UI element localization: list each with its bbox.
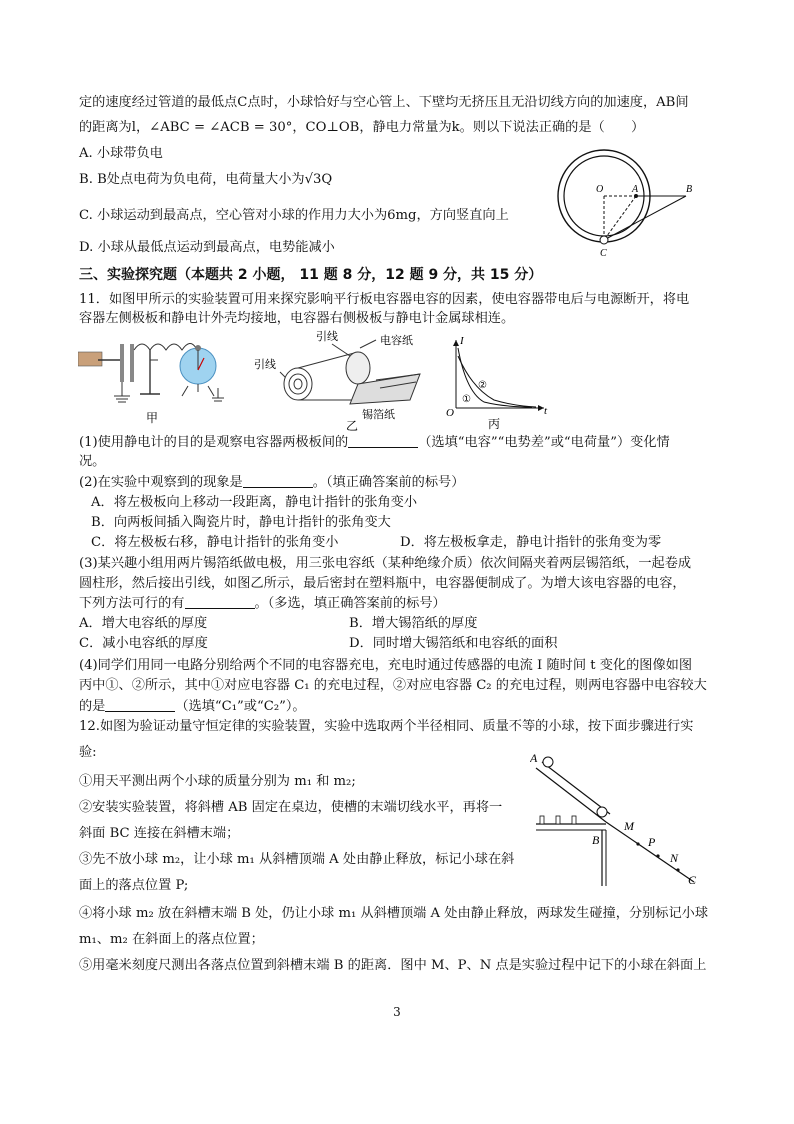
q12-intro-1: 12.如图为验证动量守恒定律的实验装置，实验中选取两个半径相同、质量不等的小球，按下面步骤进行实 — [79, 719, 694, 734]
q12-intro-2: 验: — [79, 745, 97, 760]
q11-part4-line2: 丙中①、②所示，其中①对应电容器 C₁ 的充电过程，②对应电容器 C₂ 的充电过程，则两电容器中电容较大 — [79, 678, 707, 693]
q10-circle-figure — [556, 148, 706, 260]
label-yinxian-left: 引线 — [254, 359, 276, 371]
label-n: N — [670, 851, 679, 865]
q11-part3-blank[interactable] — [185, 594, 255, 609]
q11-part4-line1: (4)同学们用同一电路分别给两个不同的电容器充电，充电时通过传感器的电流 I 随时间 t 变化的图像如图 — [79, 658, 693, 673]
q11-part2: (2)在实验中观察到的现象是 。（填正确答案前的标号） — [79, 475, 465, 490]
label-o: O — [596, 184, 604, 195]
label-a: A — [530, 752, 538, 765]
q11-part3-option-c: C．减小电容纸的厚度 — [79, 636, 208, 651]
q11-part1-cont: 况。 — [79, 454, 106, 469]
label-i: I — [460, 335, 464, 347]
label-yinxian-top: 引线 — [316, 331, 338, 343]
q11-part2-blank[interactable] — [243, 473, 313, 488]
label-o-graph: O — [446, 407, 454, 419]
q11-figure-yi — [250, 328, 440, 432]
q11-part2-option-c: C．将左极板右移，静电计指针的张角变小 — [91, 535, 339, 550]
q12-step3a: ③先不放小球 m₂，让小球 m₁ 从斜槽顶端 A 处由静止释放，标记小球在斜 — [79, 852, 515, 867]
q11-part3-line2: 圆柱形，然后接出引线，如图乙所示，最后密封在塑料瓶中，电容器便制成了。为增大该电容器的电容， — [79, 576, 686, 591]
label-p: P — [648, 835, 656, 849]
q11-figure-jia — [78, 330, 238, 430]
q11-figure-bing — [444, 334, 554, 432]
label-jia: 甲 — [146, 411, 159, 425]
q11-part2-option-d: D．将左极板拿走，静电计指针的张角变为零 — [400, 535, 662, 550]
q11-part2-option-a: A．将左极板向上移动一段距离，静电计指针的张角变小 — [91, 495, 418, 510]
q12-step1: ①用天平测出两个小球的质量分别为 m₁ 和 m₂; — [79, 774, 356, 789]
q11-part4-blank[interactable] — [105, 697, 175, 712]
q11-part3-option-d: D．同时增大锡箔纸和电容纸的面积 — [349, 636, 558, 651]
q12-step4a: ④将小球 m₂ 放在斜槽末端 B 处，仍让小球 m₁ 从斜槽顶端 A 处由静止释放，两球发生碰撞，分别标记小球 — [79, 906, 709, 921]
q12-step2a: ②安装实验装置，将斜槽 AB 固定在桌边，使槽的末端切线水平，再将一 — [79, 800, 503, 815]
label-a: A — [632, 184, 639, 195]
label-curve-2: ② — [478, 380, 487, 391]
q12-step3b: 面上的落点位置 P; — [79, 878, 189, 893]
label-yi: 乙 — [346, 419, 359, 432]
q11-part2-option-b: B．向两板间插入陶瓷片时，静电计指针的张角变大 — [91, 515, 391, 530]
q11-part3-line1: (3)某兴趣小组用两片锡箔纸做电极，用三张电容纸（某种绝缘介质）依次间隔夹着两层锡箔纸，一起卷成 — [79, 556, 692, 571]
label-b: B — [592, 833, 600, 847]
q11-part4-line3: 的是 （选填“C₁”或“C₂”）。 — [79, 699, 306, 714]
q11-part1: (1)使用静电计的目的是观察电容器两极板间的 （选填“电容”“电势差”或“电荷量”）变化情 — [79, 435, 670, 450]
q12-step5: ⑤用毫米刻度尺测出各落点位置到斜槽末端 B 的距离．图中 M、P、N 点是实验过程中记下的小球在斜面上 — [79, 958, 707, 973]
q10-line1: 定的速度经过管道的最低点C点时，小球恰好与空心管上、下壁均无挤压且无沿切线方向的加速度，AB间 — [79, 95, 689, 110]
section-3-heading: 三、实验探究题（本题共 2 小题， 11 题 8 分，12 题 9 分，共 15 分） — [79, 267, 543, 283]
q11-part3-option-a: A．增大电容纸的厚度 — [79, 616, 208, 631]
label-t: t — [544, 405, 548, 417]
label-m: M — [624, 819, 634, 833]
q11-intro-2: 容器左侧极板和静电计外壳均接地，电容器右侧极板与静电计金属球相连。 — [79, 311, 515, 326]
q10-option-a: A. 小球带负电 — [79, 146, 163, 161]
label-c: C — [600, 248, 607, 259]
label-b: B — [686, 184, 693, 195]
label-rongzhi: 电容纸 — [380, 335, 413, 347]
q10-option-d: D. 小球从最低点运动到最高点，电势能减小 — [79, 240, 335, 255]
label-xibozhi: 锡箔纸 — [362, 409, 395, 421]
q11-part1-blank[interactable] — [348, 433, 418, 448]
q12-step4b: m₁、m₂ 在斜面上的落点位置； — [79, 932, 264, 947]
q12-step2b: 斜面 BC 连接在斜槽末端； — [79, 826, 240, 841]
label-bing: 丙 — [488, 417, 501, 431]
q11-part3-line3: 下列方法可行的有 。（多选，填正确答案前的标号） — [79, 596, 446, 611]
q10-option-c: C. 小球运动到最高点，空心管对小球的作用力大小为6mg，方向竖直向上 — [79, 208, 509, 223]
label-curve-1: ① — [462, 394, 471, 405]
q10-line2: 的距离为l，∠ABC = ∠ACB = 30°，CO⊥OB，静电力常量为k。则以下说法正确的是（ ） — [79, 120, 645, 135]
label-c: C — [688, 873, 697, 887]
q11-intro-1: 11．如图甲所示的实验装置可用来探究影响平行板电容器电容的因素，使电容器带电后与电源断开，将电 — [79, 292, 690, 307]
q11-part3-option-b: B．增大锡箔纸的厚度 — [349, 616, 478, 631]
q12-incline-figure — [530, 752, 710, 892]
q10-option-b: B. B处点电荷为负电荷，电荷量大小为√3Q — [79, 172, 333, 187]
page-number: 3 — [393, 1005, 401, 1019]
